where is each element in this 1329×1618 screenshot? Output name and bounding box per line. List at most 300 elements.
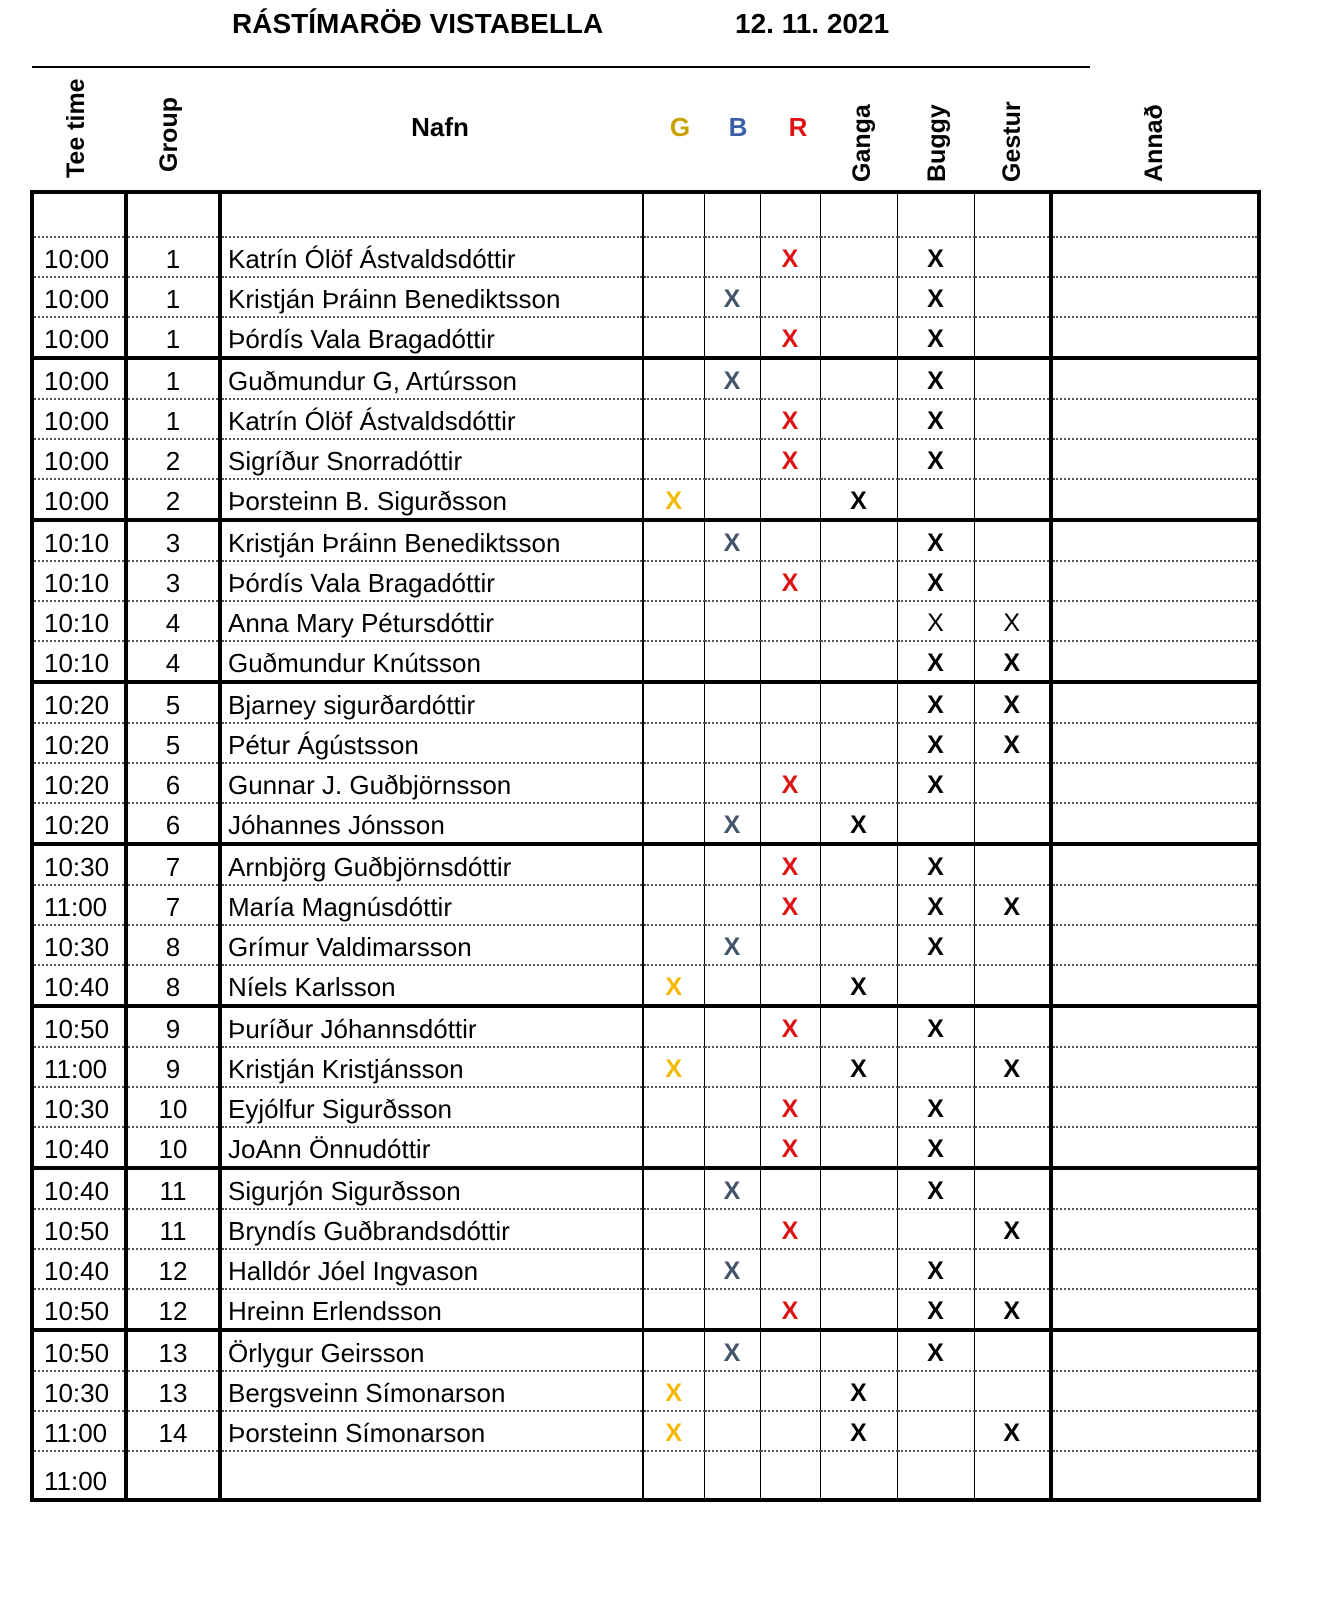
group-cell: 10 <box>126 1127 220 1168</box>
ganga-mark <box>820 1006 897 1047</box>
annad-cell <box>1051 682 1259 723</box>
tee-time-cell: 10:40 <box>32 965 126 1006</box>
tee-time-cell: 10:20 <box>32 803 126 844</box>
tee-b-mark <box>704 763 760 803</box>
gestur-mark: X <box>974 1047 1051 1087</box>
tee-g-mark <box>643 277 704 317</box>
tee-time-cell: 11:00 <box>32 1047 126 1087</box>
player-name-cell: Arnbjörg Guðbjörnsdóttir <box>220 844 643 885</box>
player-name-cell: María Magnúsdóttir <box>220 885 643 925</box>
ganga-mark <box>820 925 897 965</box>
tee-time-cell: 10:20 <box>32 763 126 803</box>
tee-r-mark <box>760 1047 820 1087</box>
player-name-cell: Kristján Þráinn Benediktsson <box>220 277 643 317</box>
buggy-mark: X <box>897 925 974 965</box>
tee-b-mark <box>704 317 760 358</box>
table-row <box>32 965 1259 1006</box>
table-row <box>32 277 1259 317</box>
tee-r-mark: X <box>760 885 820 925</box>
buggy-mark: X <box>897 641 974 682</box>
group-cell <box>126 192 220 237</box>
player-name-cell <box>220 192 643 237</box>
player-name-cell: Kristján Þráinn Benediktsson <box>220 520 643 561</box>
tee-time-cell: 10:00 <box>32 399 126 439</box>
tee-time-cell: 10:40 <box>32 1249 126 1289</box>
ganga-mark <box>820 682 897 723</box>
gestur-mark <box>974 439 1051 479</box>
gestur-mark <box>974 763 1051 803</box>
table-row <box>32 1127 1259 1168</box>
annad-cell <box>1051 1127 1259 1168</box>
group-cell: 13 <box>126 1371 220 1411</box>
player-name-cell: Halldór Jóel Ingvason <box>220 1249 643 1289</box>
table-row <box>32 763 1259 803</box>
buggy-mark: X <box>897 520 974 561</box>
gestur-mark <box>974 520 1051 561</box>
page-title: RÁSTÍMARÖÐ VISTABELLA <box>232 8 604 39</box>
player-name-cell: Bergsveinn Símonarson <box>220 1371 643 1411</box>
tee-r-mark <box>760 965 820 1006</box>
table-row <box>32 520 1259 561</box>
annad-cell <box>1051 1047 1259 1087</box>
tee-time-cell <box>32 192 126 237</box>
tee-r-mark: X <box>760 317 820 358</box>
group-cell: 8 <box>126 965 220 1006</box>
tee-r-mark <box>760 1249 820 1289</box>
ganga-mark <box>820 844 897 885</box>
group-cell: 10 <box>126 1087 220 1127</box>
tee-g-mark <box>643 723 704 763</box>
buggy-mark: X <box>897 763 974 803</box>
annad-cell <box>1051 192 1259 237</box>
ganga-mark <box>820 358 897 399</box>
buggy-mark: X <box>897 1249 974 1289</box>
group-cell: 1 <box>126 358 220 399</box>
col-header-gestur: Gestur <box>998 101 1026 182</box>
annad-cell <box>1051 520 1259 561</box>
annad-cell <box>1051 925 1259 965</box>
tee-r-mark: X <box>760 1006 820 1047</box>
tee-time-cell: 10:00 <box>32 317 126 358</box>
table-row <box>32 561 1259 601</box>
tee-g-mark <box>643 1330 704 1371</box>
tee-g-mark <box>643 682 704 723</box>
buggy-mark: X <box>897 1168 974 1209</box>
tee-time-cell: 10:00 <box>32 237 126 277</box>
table-row <box>32 1330 1259 1371</box>
ganga-mark <box>820 1209 897 1249</box>
player-name-cell: Örlygur Geirsson <box>220 1330 643 1371</box>
tee-b-mark <box>704 641 760 682</box>
tee-g-mark <box>643 763 704 803</box>
buggy-mark: X <box>897 1330 974 1371</box>
table-row <box>32 317 1259 358</box>
group-cell: 4 <box>126 641 220 682</box>
annad-cell <box>1051 237 1259 277</box>
ganga-mark <box>820 723 897 763</box>
annad-cell <box>1051 885 1259 925</box>
tee-b-mark <box>704 723 760 763</box>
tee-time-cell: 10:10 <box>32 561 126 601</box>
tee-time-cell: 10:50 <box>32 1209 126 1249</box>
tee-g-mark <box>643 561 704 601</box>
tee-r-mark: X <box>760 1209 820 1249</box>
tee-r-mark: X <box>760 763 820 803</box>
tee-time-cell: 10:40 <box>32 1168 126 1209</box>
tee-b-mark <box>704 561 760 601</box>
tee-g-mark <box>643 641 704 682</box>
tee-r-mark: X <box>760 1087 820 1127</box>
gestur-mark <box>974 479 1051 520</box>
gestur-mark <box>974 317 1051 358</box>
gestur-mark: X <box>974 682 1051 723</box>
group-cell: 1 <box>126 399 220 439</box>
tee-r-mark <box>760 358 820 399</box>
buggy-mark: X <box>897 682 974 723</box>
table-row <box>32 641 1259 682</box>
ganga-mark <box>820 1289 897 1330</box>
gestur-mark <box>974 1249 1051 1289</box>
player-name-cell: Þorsteinn B. Sigurðsson <box>220 479 643 520</box>
tee-b-mark <box>704 601 760 641</box>
player-name-cell: JoAnn Önnudóttir <box>220 1127 643 1168</box>
header-rule <box>32 66 1090 68</box>
ganga-mark <box>820 1249 897 1289</box>
ganga-mark <box>820 885 897 925</box>
player-name-cell <box>220 1451 643 1500</box>
table-row <box>32 439 1259 479</box>
group-cell: 11 <box>126 1168 220 1209</box>
ganga-mark <box>820 561 897 601</box>
buggy-mark: X <box>897 277 974 317</box>
player-name-cell: Sigríður Snorradóttir <box>220 439 643 479</box>
tee-g-mark <box>643 237 704 277</box>
player-name-cell: Þorsteinn Símonarson <box>220 1411 643 1451</box>
gestur-mark <box>974 192 1051 237</box>
gestur-mark <box>974 965 1051 1006</box>
gestur-mark: X <box>974 885 1051 925</box>
buggy-mark: X <box>897 399 974 439</box>
table-row <box>32 803 1259 844</box>
buggy-mark: X <box>897 237 974 277</box>
group-cell: 7 <box>126 885 220 925</box>
annad-cell <box>1051 1087 1259 1127</box>
col-header-b: B <box>728 112 748 142</box>
tee-b-mark <box>704 1289 760 1330</box>
group-cell: 12 <box>126 1249 220 1289</box>
buggy-mark: X <box>897 317 974 358</box>
tee-g-mark <box>643 439 704 479</box>
tee-time-cell: 10:30 <box>32 844 126 885</box>
player-name-cell: Pétur Ágústsson <box>220 723 643 763</box>
annad-cell <box>1051 1330 1259 1371</box>
annad-cell <box>1051 439 1259 479</box>
buggy-mark <box>897 1451 974 1500</box>
gestur-mark <box>974 561 1051 601</box>
table-row <box>32 1209 1259 1249</box>
ganga-mark: X <box>820 803 897 844</box>
buggy-mark: X <box>897 723 974 763</box>
player-name-cell: Kristján Kristjánsson <box>220 1047 643 1087</box>
tee-r-mark: X <box>760 844 820 885</box>
tee-r-mark: X <box>760 439 820 479</box>
tee-g-mark <box>643 803 704 844</box>
tee-b-mark <box>704 439 760 479</box>
tee-r-mark <box>760 723 820 763</box>
tee-time-cell: 11:00 <box>32 1411 126 1451</box>
tee-g-mark <box>643 358 704 399</box>
tee-time-cell: 10:50 <box>32 1006 126 1047</box>
group-cell: 4 <box>126 601 220 641</box>
buggy-mark <box>897 1371 974 1411</box>
tee-b-mark: X <box>704 925 760 965</box>
group-cell: 3 <box>126 520 220 561</box>
tee-r-mark <box>760 601 820 641</box>
table-row <box>32 1006 1259 1047</box>
tee-b-mark <box>704 237 760 277</box>
tee-b-mark: X <box>704 803 760 844</box>
player-name-cell: Þuríður Jóhannsdóttir <box>220 1006 643 1047</box>
tee-time-cell: 11:00 <box>32 1451 126 1500</box>
tee-r-mark: X <box>760 1127 820 1168</box>
tee-g-mark <box>643 317 704 358</box>
tee-r-mark: X <box>760 237 820 277</box>
gestur-mark <box>974 1451 1051 1500</box>
gestur-mark <box>974 1371 1051 1411</box>
ganga-mark <box>820 601 897 641</box>
annad-cell <box>1051 1371 1259 1411</box>
gestur-mark <box>974 1330 1051 1371</box>
ganga-mark <box>820 317 897 358</box>
table-row <box>32 237 1259 277</box>
group-cell: 11 <box>126 1209 220 1249</box>
player-name-cell: Bjarney sigurðardóttir <box>220 682 643 723</box>
tee-b-mark <box>704 1411 760 1451</box>
tee-g-mark <box>643 1249 704 1289</box>
buggy-mark <box>897 1047 974 1087</box>
tee-r-mark <box>760 925 820 965</box>
tee-b-mark: X <box>704 520 760 561</box>
ganga-mark <box>820 641 897 682</box>
gestur-mark <box>974 803 1051 844</box>
gestur-mark: X <box>974 641 1051 682</box>
player-name-cell: Katrín Ólöf Ástvaldsdóttir <box>220 237 643 277</box>
player-name-cell: Þórdís Vala Bragadóttir <box>220 317 643 358</box>
player-name-cell: Hreinn Erlendsson <box>220 1289 643 1330</box>
tee-g-mark: X <box>643 479 704 520</box>
gestur-mark <box>974 925 1051 965</box>
tee-time-cell: 10:00 <box>32 439 126 479</box>
table-row <box>32 1249 1259 1289</box>
buggy-mark <box>897 965 974 1006</box>
tee-b-mark: X <box>704 277 760 317</box>
table-row <box>32 1087 1259 1127</box>
player-name-cell: Guðmundur Knútsson <box>220 641 643 682</box>
ganga-mark <box>820 1330 897 1371</box>
gestur-mark <box>974 1127 1051 1168</box>
annad-cell <box>1051 1289 1259 1330</box>
tee-r-mark: X <box>760 399 820 439</box>
annad-cell <box>1051 1006 1259 1047</box>
tee-time-table <box>30 190 1261 1502</box>
tee-b-mark <box>704 1209 760 1249</box>
ganga-mark: X <box>820 1047 897 1087</box>
buggy-mark: X <box>897 358 974 399</box>
tee-time-cell: 10:20 <box>32 682 126 723</box>
table-row <box>32 682 1259 723</box>
group-cell: 2 <box>126 439 220 479</box>
group-cell: 2 <box>126 479 220 520</box>
tee-r-mark <box>760 1411 820 1451</box>
ganga-mark: X <box>820 1411 897 1451</box>
col-header-g: G <box>669 112 691 142</box>
tee-r-mark: X <box>760 1289 820 1330</box>
tee-b-mark: X <box>704 1330 760 1371</box>
buggy-mark <box>897 1411 974 1451</box>
tee-r-mark <box>760 192 820 237</box>
tee-g-mark: X <box>643 1411 704 1451</box>
tee-g-mark <box>643 925 704 965</box>
tee-time-cell: 10:40 <box>32 1127 126 1168</box>
tee-time-cell: 10:50 <box>32 1330 126 1371</box>
gestur-mark: X <box>974 723 1051 763</box>
tee-g-mark <box>643 399 704 439</box>
buggy-mark: X <box>897 844 974 885</box>
tee-time-cell: 10:00 <box>32 277 126 317</box>
table-row <box>32 723 1259 763</box>
tee-g-mark <box>643 885 704 925</box>
group-cell: 8 <box>126 925 220 965</box>
buggy-mark: X <box>897 1127 974 1168</box>
tee-g-mark <box>643 844 704 885</box>
annad-cell <box>1051 723 1259 763</box>
tee-time-cell: 10:30 <box>32 1087 126 1127</box>
tee-r-mark <box>760 520 820 561</box>
ganga-mark <box>820 763 897 803</box>
group-cell: 5 <box>126 682 220 723</box>
ganga-mark: X <box>820 965 897 1006</box>
tee-r-mark <box>760 803 820 844</box>
tee-b-mark <box>704 885 760 925</box>
annad-cell <box>1051 1209 1259 1249</box>
tee-time-cell: 10:10 <box>32 641 126 682</box>
annad-cell <box>1051 561 1259 601</box>
gestur-mark: X <box>974 601 1051 641</box>
tee-b-mark <box>704 1047 760 1087</box>
group-cell: 13 <box>126 1330 220 1371</box>
table-row <box>32 1451 1259 1500</box>
ganga-mark <box>820 237 897 277</box>
tee-b-mark <box>704 399 760 439</box>
group-cell: 9 <box>126 1006 220 1047</box>
table-row <box>32 885 1259 925</box>
annad-cell <box>1051 763 1259 803</box>
ganga-mark: X <box>820 1371 897 1411</box>
tee-g-mark <box>643 520 704 561</box>
group-cell: 5 <box>126 723 220 763</box>
player-name-cell: Guðmundur G, Artúrsson <box>220 358 643 399</box>
tee-b-mark: X <box>704 1168 760 1209</box>
tee-b-mark <box>704 1087 760 1127</box>
gestur-mark <box>974 844 1051 885</box>
ganga-mark: X <box>820 479 897 520</box>
tee-b-mark <box>704 1127 760 1168</box>
group-cell: 14 <box>126 1411 220 1451</box>
ganga-mark <box>820 439 897 479</box>
table-row <box>32 844 1259 885</box>
col-header-r: R <box>788 112 808 142</box>
annad-cell <box>1051 601 1259 641</box>
player-name-cell: Sigurjón Sigurðsson <box>220 1168 643 1209</box>
group-cell: 9 <box>126 1047 220 1087</box>
tee-time-cell: 10:10 <box>32 520 126 561</box>
table-row <box>32 1168 1259 1209</box>
col-header-tee-time: Tee time <box>62 78 90 178</box>
tee-r-mark <box>760 479 820 520</box>
tee-time-cell: 10:30 <box>32 925 126 965</box>
table-row <box>32 925 1259 965</box>
tee-b-mark <box>704 1006 760 1047</box>
buggy-mark: X <box>897 1006 974 1047</box>
annad-cell <box>1051 803 1259 844</box>
tee-b-mark: X <box>704 358 760 399</box>
ganga-mark <box>820 399 897 439</box>
gestur-mark: X <box>974 1289 1051 1330</box>
group-cell: 1 <box>126 277 220 317</box>
buggy-mark: X <box>897 601 974 641</box>
ganga-mark <box>820 192 897 237</box>
player-name-cell: Þórdís Vala Bragadóttir <box>220 561 643 601</box>
gestur-mark <box>974 237 1051 277</box>
tee-b-mark <box>704 965 760 1006</box>
annad-cell <box>1051 399 1259 439</box>
tee-r-mark <box>760 1330 820 1371</box>
table-row <box>32 479 1259 520</box>
tee-g-mark <box>643 1127 704 1168</box>
table-row <box>32 192 1259 237</box>
group-cell: 7 <box>126 844 220 885</box>
tee-b-mark <box>704 844 760 885</box>
buggy-mark <box>897 1209 974 1249</box>
tee-g-mark: X <box>643 1371 704 1411</box>
table-row <box>32 399 1259 439</box>
group-cell: 1 <box>126 237 220 277</box>
gestur-mark <box>974 358 1051 399</box>
tee-time-cell: 10:10 <box>32 601 126 641</box>
group-cell: 6 <box>126 763 220 803</box>
tee-time-cell: 10:50 <box>32 1289 126 1330</box>
annad-cell <box>1051 965 1259 1006</box>
table-row <box>32 1289 1259 1330</box>
tee-time-cell: 10:00 <box>32 358 126 399</box>
table-row <box>32 1371 1259 1411</box>
ganga-mark <box>820 1168 897 1209</box>
tee-time-cell: 11:00 <box>32 885 126 925</box>
buggy-mark: X <box>897 1289 974 1330</box>
gestur-mark <box>974 1006 1051 1047</box>
player-name-cell: Anna Mary Pétursdóttir <box>220 601 643 641</box>
group-cell: 1 <box>126 317 220 358</box>
tee-b-mark <box>704 682 760 723</box>
annad-cell <box>1051 1168 1259 1209</box>
tee-b-mark <box>704 1451 760 1500</box>
buggy-mark: X <box>897 561 974 601</box>
table-row <box>32 1411 1259 1451</box>
annad-cell <box>1051 1411 1259 1451</box>
page-date: 12. 11. 2021 <box>735 8 890 39</box>
gestur-mark: X <box>974 1411 1051 1451</box>
player-name-cell: Bryndís Guðbrandsdóttir <box>220 1209 643 1249</box>
